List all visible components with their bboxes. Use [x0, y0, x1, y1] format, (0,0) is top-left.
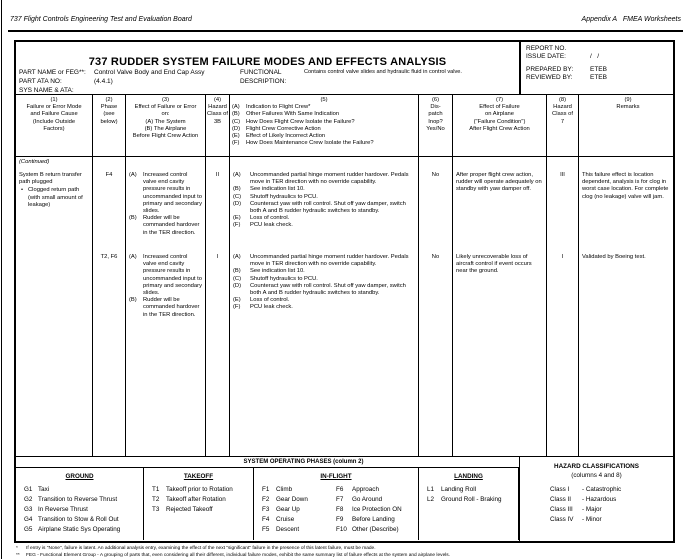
list-item-tag: (B): [233, 186, 241, 193]
list-item-tag: F1: [262, 486, 270, 493]
report-no-label: REPORT NO.: [526, 45, 567, 52]
list-item-tag: (B): [129, 215, 137, 222]
indications-row1: [230, 172, 418, 230]
list-item: [336, 515, 418, 525]
list-item: [232, 119, 416, 126]
list-item: [129, 297, 202, 319]
text-line: 3B: [213, 118, 222, 125]
inflight-phase-list-left: [254, 485, 330, 535]
list-item-tag: (E): [233, 215, 241, 222]
list-item: [233, 268, 415, 275]
col-header-8: (8) Hazard Class of 7: [547, 95, 579, 156]
hazard-classifications-box: [519, 457, 673, 541]
list-item-tag: (B): [232, 111, 240, 118]
body-hazard3b-cell: [206, 157, 230, 456]
body-indication-cell: [230, 157, 419, 456]
page-header-right: Appendix A FMEA Worksheets: [581, 16, 681, 23]
hazard3b-row2: I: [216, 254, 219, 260]
indications-row2: [230, 254, 418, 312]
list-item-text: See indication list 10.: [250, 268, 305, 275]
list-item: [233, 201, 415, 215]
inflight-phase-column: [254, 468, 419, 540]
list-item-tag: F6: [336, 486, 344, 493]
issue-date-value: / /: [590, 53, 600, 60]
list-item-text: Shutoff hydraulics to PCU.: [250, 193, 318, 200]
list-item-text: Rudder will be commanded hardover in the TER direction.: [143, 215, 200, 236]
list-item-tag: L2: [427, 496, 435, 503]
list-item-text: Ice Protection ON: [352, 506, 402, 513]
footnote-2: [16, 553, 685, 559]
text-line: Effect of Failure: [479, 104, 520, 111]
list-item: [233, 283, 415, 297]
remarks-row2: Validated by Boeing test.: [582, 254, 646, 260]
list-item-tag: (F): [233, 304, 241, 311]
list-item: [262, 485, 330, 495]
text-line: Class of: [207, 111, 228, 118]
list-item-tag: G4: [24, 516, 33, 523]
text-line: Inop?: [428, 118, 443, 125]
hazard7-row1: III: [560, 172, 565, 178]
list-item: [129, 215, 202, 237]
list-item-text: Descent: [276, 526, 300, 533]
list-item: [129, 254, 202, 297]
list-item-tag: •: [21, 187, 24, 194]
text-line: on Airplane: [484, 111, 514, 118]
list-item-tag: (F): [233, 222, 241, 229]
list-item: [336, 525, 418, 535]
list-item-tag: (B): [129, 297, 137, 304]
list-item: [550, 505, 673, 515]
phase-row2: T2, F6: [100, 254, 118, 260]
list-item-tag: (C): [233, 193, 242, 200]
col-header-2: (2) Phase (see below): [93, 95, 126, 156]
list-item-text: Loss of control.: [250, 297, 290, 304]
list-item: [336, 505, 418, 515]
footnote-2-text: FEG - Functional Element Group - A grouping of parts that, even considering all their different, individual failure modes, exhibit the same summary list of failure effects at the system and airplane levels.: [26, 552, 451, 558]
phases-columns: [16, 468, 519, 540]
list-item: [550, 485, 673, 495]
list-item-tag: (A): [233, 172, 241, 178]
text-line: Phase: [100, 104, 118, 111]
operating-phases-bar: SYSTEM OPERATING PHASES (column 2): [16, 457, 519, 468]
list-item-tag: Class I: [550, 486, 570, 493]
ground-phase-list: [16, 485, 143, 535]
list-item-tag: (A): [129, 254, 137, 260]
effects-row2: [126, 254, 205, 319]
list-item-text: PCU leak check.: [250, 304, 293, 311]
inflight-phase-list-right: [330, 485, 418, 535]
list-item-tag: G2: [24, 496, 33, 503]
text-line: patch: [428, 111, 443, 118]
list-item: [233, 276, 415, 283]
hazard-classifications-list: [520, 485, 673, 525]
remarks-row1: This failure effect is location dependent, analysis is for clog in worst case location. For complete clog (no leakage) valve will jam.: [582, 172, 669, 200]
list-item: [233, 186, 415, 193]
effects-row1: [126, 172, 205, 237]
list-item-tag: (C): [232, 118, 241, 125]
list-item-tag: F4: [262, 516, 270, 523]
list-item-tag: G3: [24, 506, 33, 513]
hazard7-row2: I: [561, 254, 564, 260]
functional-label-line1: FUNCTIONAL: [240, 69, 282, 76]
text-line: Remarks: [616, 104, 640, 111]
hazard-classifications-subtitle: (columns 4 and 8): [571, 472, 622, 479]
list-item-text: Indication to Flight Crew*: [246, 104, 311, 111]
list-item: [21, 187, 89, 209]
list-item-text: Loss of control.: [250, 215, 290, 222]
text-line: Factors): [43, 125, 65, 132]
landing-phase-column: [419, 468, 519, 540]
list-item-text: Other (Describe): [352, 526, 399, 533]
list-item-tag: F9: [336, 516, 344, 523]
list-item-text: - Major: [582, 506, 602, 513]
list-item-text: Taxi: [38, 486, 50, 493]
list-item-tag: L1: [427, 486, 435, 493]
list-item-tag: (A): [232, 104, 240, 111]
landing-phase-list: [419, 485, 518, 505]
text-line: Class of: [552, 111, 573, 118]
takeoff-phase-column: [144, 468, 254, 540]
list-item-text: - Catastrophic: [582, 486, 622, 493]
text-line: Before Flight Crew Action: [132, 133, 199, 140]
takeoff-phase-list: [144, 485, 253, 515]
list-item: [24, 485, 143, 495]
list-item-tag: F8: [336, 506, 344, 513]
list-item: [233, 304, 415, 311]
list-item-text: Gear Up: [276, 506, 300, 513]
list-item-text: Shutoff hydraulics to PCU.: [250, 275, 318, 282]
col-header-5: (5) (A) Indication to Flight Crew* (B) Other Failures With Same Indication (C) How Does Flight Crew Isolate the Failure? (D) Flight Crew Corrective Action (E) Effect of Likely Incorrect Action (F) How Does Maintenance Crew Isolate the Failure?: [230, 95, 419, 156]
text-line: (A) The System: [145, 118, 186, 125]
list-item: [152, 495, 253, 505]
list-item: [233, 215, 415, 222]
list-item-text: Before Landing: [352, 516, 395, 523]
list-item: [550, 495, 673, 505]
list-item: [152, 505, 253, 515]
fmea-table: [14, 40, 675, 543]
list-item-text: PCU leak check.: [250, 222, 293, 229]
column-header-row: [16, 95, 673, 157]
list-item-tag: Class II: [550, 496, 571, 503]
list-item: [233, 172, 415, 186]
body-remarks-cell: [579, 157, 677, 456]
list-item-tag: G1: [24, 486, 33, 493]
reviewed-by-value: ETEB: [590, 74, 607, 81]
scan-edge-line: [1, 0, 2, 559]
list-item-text: Rudder will be commanded hardover in the TER direction.: [143, 297, 200, 318]
list-item-tag: (E): [233, 297, 241, 304]
text-line: Hazard: [553, 104, 572, 111]
list-item-text: In Reverse Thrust: [38, 506, 88, 513]
inflight-heading: IN-FLIGHT: [320, 473, 352, 480]
body-effect-after-cell: [453, 157, 547, 456]
issue-date-label: ISSUE DATE:: [526, 53, 566, 60]
part-ata-label: PART ATA NO:: [19, 78, 62, 85]
footnote-1-text: If entry is "None", failure is latent. An additional analysis entry, examining the effect of the next "significant" failure in the presence of this latent failure, must be made.: [26, 546, 376, 551]
body-effect-cell: [126, 157, 206, 456]
list-item: [24, 495, 143, 505]
list-item: [24, 505, 143, 515]
list-item: [232, 126, 416, 133]
list-item-text: Uncommanded partial hinge moment rudder hardover. Pedals move in TER direction with no override capability.: [250, 254, 409, 268]
functional-description-value: Contains control valve slides and hydraulic fluid in control valve.: [304, 69, 462, 75]
text-line: on:: [161, 111, 170, 118]
list-item: [232, 140, 416, 147]
text-line: ("Failure Condition"): [473, 118, 526, 125]
body-phase-cell: [93, 157, 126, 456]
list-item-tag: F2: [262, 496, 270, 503]
text-line: (see: [103, 111, 115, 118]
page-header-left: 737 Flight Controls Engineering Test and Evaluation Board: [10, 16, 192, 23]
text-line: After Flight Crew Action: [469, 125, 530, 132]
text-line: and Failure Cause: [30, 111, 78, 118]
list-item-tag: F7: [336, 496, 344, 503]
list-item-tag: Class IV: [550, 516, 574, 523]
list-item: [232, 104, 416, 111]
text-line: (Include Outside: [32, 118, 76, 125]
effect-after-row2: Likely unrecoverable loss of aircraft control if event occurs near the ground.: [456, 254, 532, 275]
col-header-6: (6) Dis- patch Inop? Yes/No: [419, 95, 453, 156]
list-item-tag: (A): [233, 254, 241, 260]
list-item-tag: (D): [233, 282, 242, 289]
list-item: [24, 525, 143, 535]
list-item-text: Gear Down: [276, 496, 308, 503]
list-item-text: How Does Flight Crew Isolate the Failure?: [246, 118, 355, 125]
header-rule: [8, 30, 683, 32]
functional-label-line2: DESCRIPTION:: [240, 78, 287, 85]
list-item: [336, 495, 418, 505]
effect-after-row1: After proper flight crew action, rudder will operate adequately on standby with yaw damper off.: [456, 172, 542, 193]
list-item: [129, 172, 202, 215]
list-item-text: Transition to Reverse Thrust: [38, 496, 118, 503]
title-block: [16, 42, 673, 95]
list-item: [24, 515, 143, 525]
list-item-text: Climb: [276, 486, 293, 493]
list-item-tag: T3: [152, 506, 160, 513]
footnote-1-mark: *: [16, 546, 18, 551]
list-item: [232, 111, 416, 118]
bottom-section: [16, 457, 673, 541]
list-item: [427, 485, 518, 495]
list-item: [233, 194, 415, 201]
col-header-9: (9) Remarks: [579, 95, 677, 156]
list-item: [336, 485, 418, 495]
failure-mode-text: System B return transfer path plugged: [19, 172, 82, 186]
list-item-text: Increased control valve end cavity pressure results in uncommanded input to primary and secondary slides.: [143, 254, 202, 297]
list-item-tag: F10: [336, 526, 347, 533]
list-item: [233, 222, 415, 229]
dispatch-row1: No: [431, 172, 440, 178]
list-item-tag: T2: [152, 496, 160, 503]
list-item-tag: (F): [232, 140, 240, 147]
document-title: 737 RUDDER SYSTEM FAILURE MODES AND EFFECTS ANALYSIS: [88, 56, 447, 68]
text-line: Failure or Error Mode: [26, 104, 82, 111]
list-item-tag: F5: [262, 526, 270, 533]
list-item-text: - Minor: [582, 516, 602, 523]
text-line: (B) The Airplane: [144, 125, 187, 132]
list-item-tag: (C): [233, 275, 242, 282]
list-item-text: Go Around: [352, 496, 383, 503]
list-item-text: Clogged return path (with small amount of leakage): [28, 187, 83, 208]
list-item-text: Takeoff after Rotation: [166, 496, 226, 503]
list-item-text: Takeoff prior to Rotation: [166, 486, 233, 493]
footnote-2-mark: **: [16, 552, 20, 558]
list-item-text: Increased control valve end cavity pressure results in uncommanded input to primary and secondary slides.: [143, 172, 202, 215]
list-item-text: How Does Maintenance Crew Isolate the Failure?: [246, 140, 374, 147]
list-item-tag: Class III: [550, 506, 573, 513]
phase-row1: F4: [105, 172, 113, 178]
text-line: Hazard: [208, 104, 227, 111]
body-hazard7-cell: [547, 157, 579, 456]
part-ata-value: (4.4.1): [94, 78, 113, 85]
text-line: Effect of Failure or Error: [134, 104, 197, 111]
page-header: [10, 16, 681, 23]
list-item: [262, 495, 330, 505]
list-item-tag: (A): [129, 172, 137, 178]
footnotes: [16, 546, 685, 559]
part-name-label: PART NAME or FEG**:: [19, 69, 86, 76]
text-line: Yes/No: [426, 125, 445, 132]
list-item-text: Approach: [352, 486, 379, 493]
list-item-text: Landing Roll: [441, 486, 477, 493]
ground-phase-column: [16, 468, 144, 540]
list-item-tag: (B): [233, 268, 241, 275]
list-item: [152, 485, 253, 495]
text-line: below): [100, 118, 118, 125]
list-item: [262, 505, 330, 515]
list-item-text: Uncommanded partial hinge moment rudder hardover. Pedals move in TER direction with no override capability.: [250, 172, 409, 186]
list-item-tag: (E): [232, 133, 240, 140]
list-item-tag: T1: [152, 486, 160, 493]
operating-phases-section: [16, 457, 519, 541]
list-item: [233, 297, 415, 304]
takeoff-heading: TAKEOFF: [183, 473, 214, 480]
body-dispatch-cell: [419, 157, 453, 456]
list-item-tag: (D): [233, 200, 242, 207]
list-item-text: Flight Crew Corrective Action: [246, 125, 321, 132]
hazard3b-row1: II: [215, 172, 220, 178]
list-item: [233, 254, 415, 268]
continued-note: (Continued): [19, 159, 50, 165]
list-item-tag: F3: [262, 506, 270, 513]
list-item-tag: G5: [24, 526, 33, 533]
hazard-classifications-title: HAZARD CLASSIFICATIONS: [554, 463, 639, 470]
list-item-text: Other Failures With Same Indication: [246, 111, 340, 118]
text-line: 7: [560, 118, 565, 125]
list-item: [550, 515, 673, 525]
table-body-row: [16, 157, 673, 457]
col-header-3: (3) Effect of Failure or Error on: (A) The System (B) The Airplane Before Flight Crew Action: [126, 95, 206, 156]
list-item-text: Cruise: [276, 516, 295, 523]
list-item: [232, 133, 416, 140]
list-item-tag: (D): [232, 125, 241, 132]
col-header-7: (7) Effect of Failure on Airplane ("Failure Condition") After Flight Crew Action: [453, 95, 547, 156]
list-item: [427, 495, 518, 505]
list-item-text: Counteract yaw with roll control. Shut off yaw damper, switch both A and B rudder hydraulic switches to standby.: [250, 282, 406, 297]
sys-name-label: SYS NAME & ATA:: [19, 87, 74, 94]
dispatch-row2: No: [431, 254, 440, 260]
reviewed-by-label: REVIEWED BY:: [526, 74, 573, 81]
prepared-by-label: PREPARED BY:: [526, 66, 574, 73]
list-item-text: Rejected Takeoff: [166, 506, 213, 513]
ground-heading: GROUND: [65, 473, 94, 480]
list-item-text: Effect of Likely Incorrect Action: [246, 133, 326, 140]
failure-cause-list: [19, 187, 89, 209]
text-line: Dis-: [430, 104, 441, 111]
list-item-text: See indication list 10.: [250, 186, 305, 193]
col-header-4: (4) Hazard Class of 3B: [206, 95, 230, 156]
body-failure-mode-cell: [16, 157, 93, 456]
report-box: [519, 42, 673, 94]
list-item-text: Transition to Stow & Roll Out: [38, 516, 119, 523]
col-header-1: (1) Failure or Error Mode and Failure Cause (Include Outside Factors): [16, 95, 93, 156]
list-item: [262, 525, 330, 535]
title-block-left: [16, 42, 519, 94]
part-name-value: Control Valve Body and End Cap Assy: [94, 69, 205, 76]
prepared-by-value: ETEB: [590, 66, 607, 73]
landing-heading: LANDING: [454, 473, 483, 480]
list-item-text: Counteract yaw with roll control. Shut off yaw damper, switch both A and B rudder hydraulic switches to standby.: [250, 200, 406, 215]
list-item-text: - Hazardous: [582, 496, 617, 503]
list-item-text: Airplane Static Sys Operating: [38, 526, 121, 533]
list-item: [262, 515, 330, 525]
list-item-text: Ground Roll - Braking: [441, 496, 502, 503]
